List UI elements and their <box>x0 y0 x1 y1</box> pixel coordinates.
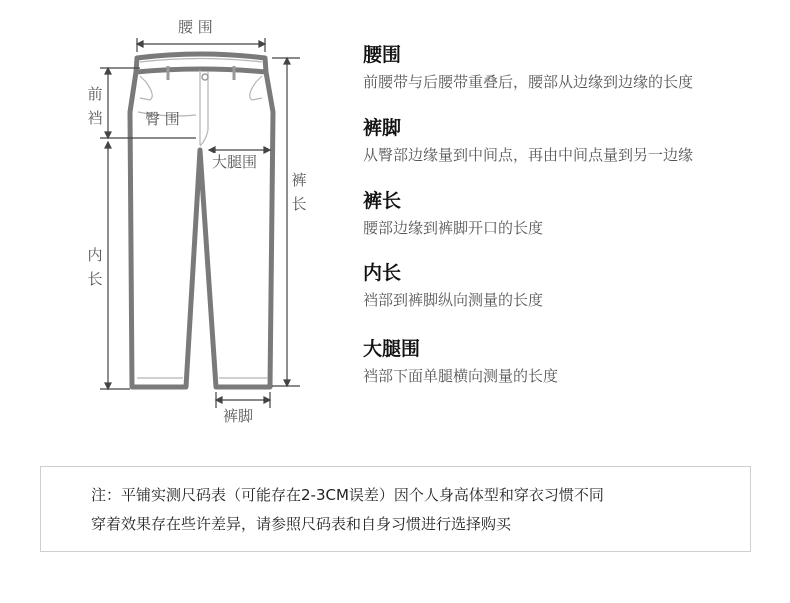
note-line-2: 穿着效果存在些许差异，请参照尺码表和自身习惯进行选择购买 <box>91 515 512 533</box>
button-icon <box>202 74 208 80</box>
definition-desc: 裆部到裤脚纵向测量的长度 <box>363 291 544 309</box>
pants-illustration <box>0 0 360 440</box>
definition-desc: 裆部下面单腿横向测量的长度 <box>363 367 559 385</box>
definition-leg-opening <box>363 115 693 166</box>
definition-thigh <box>363 336 558 387</box>
definition-title: 大腿围 <box>363 338 421 360</box>
note-box <box>40 466 751 552</box>
leg-opening-label: 裤脚 <box>223 407 254 425</box>
inseam-label: 内长 <box>87 246 103 288</box>
definition-waist <box>363 42 693 93</box>
definition-desc: 从臀部边缘量到中间点，再由中间点量到另一边缘 <box>363 146 694 164</box>
pants-outline <box>130 54 273 387</box>
waist-label: 腰 围 <box>178 18 213 36</box>
measurement-diagram <box>0 0 360 440</box>
hip-label: 臀 围 <box>145 110 180 128</box>
front-rise-label: 前裆 <box>87 85 103 127</box>
definition-pants-length <box>363 188 543 239</box>
thigh-label: 大腿围 <box>212 153 258 171</box>
definition-title: 内长 <box>363 262 402 284</box>
definition-title: 裤脚 <box>363 117 402 139</box>
definition-desc: 前腰带与后腰带重叠后，腰部从边缘到边缘的长度 <box>363 73 694 91</box>
definition-title: 裤长 <box>363 190 402 212</box>
definition-inseam <box>363 260 543 311</box>
definition-desc: 腰部边缘到裤脚开口的长度 <box>363 219 544 237</box>
note-line-1: 注：平铺实测尺码表（可能存在2-3CM误差）因个人身高体型和穿衣习惯不同 <box>91 486 604 504</box>
definition-title: 腰围 <box>363 44 402 66</box>
pants-length-label: 裤长 <box>291 171 307 213</box>
